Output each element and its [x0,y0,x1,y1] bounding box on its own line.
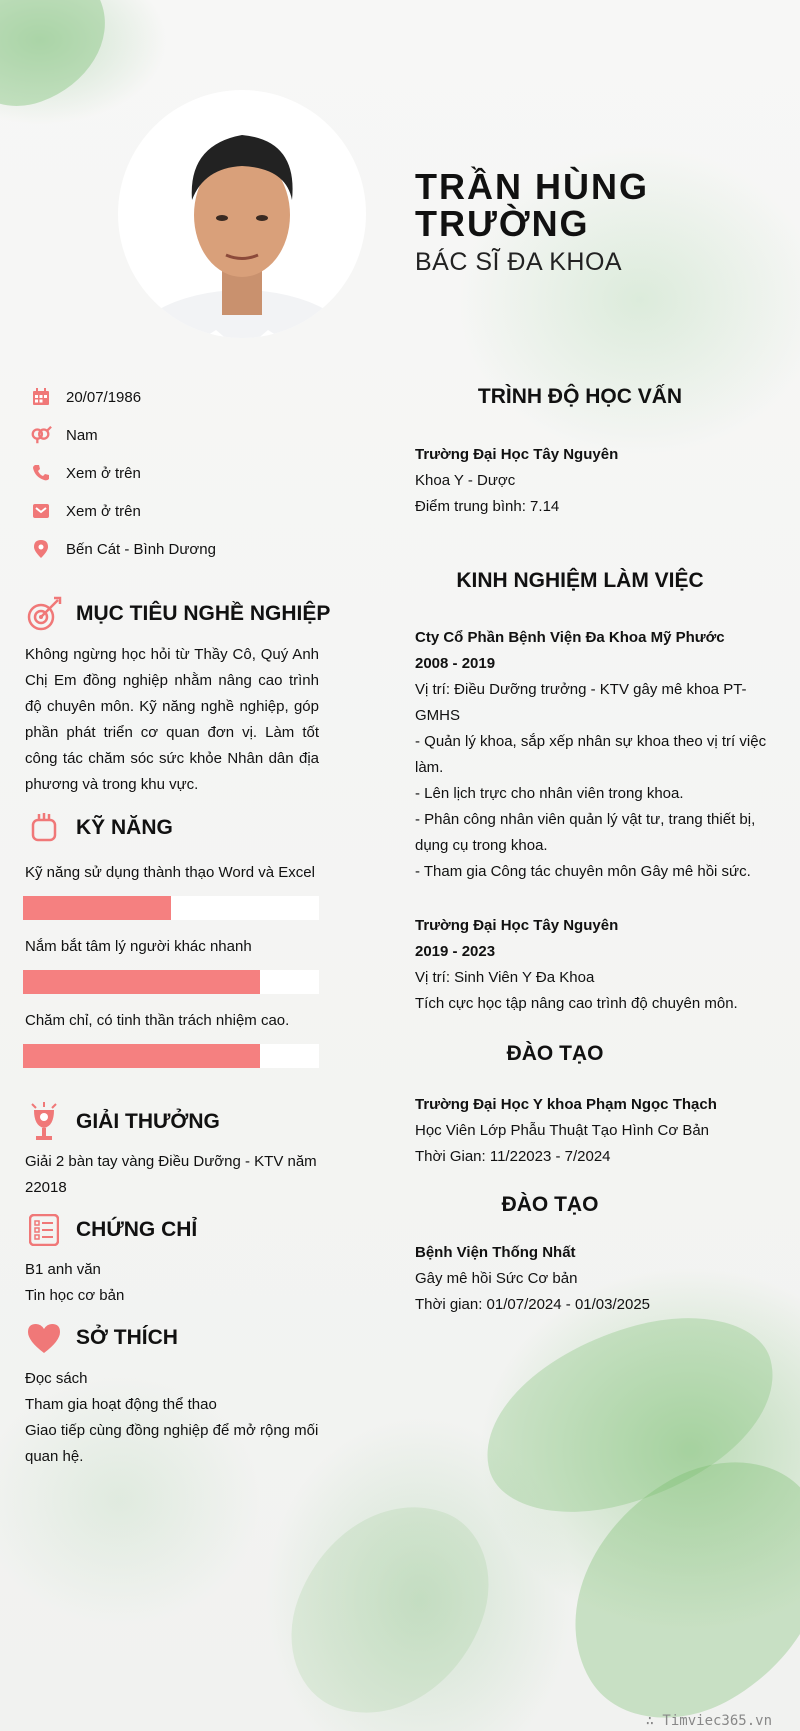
education-block [415,442,773,520]
training-block-1 [415,1092,773,1170]
education-title: TRÌNH ĐỘ HỌC VẤN [477,385,683,408]
training-line: Thời Gian: 11/22023 - 7/2024 [415,1148,611,1165]
job-line: - Tham gia Công tác chuyên môn Gây mê hồi sức. [415,863,751,880]
skill-bar [23,1044,319,1068]
training-school: Bệnh Viện Thống Nhất [415,1244,576,1261]
avatar [118,90,366,338]
certificates-title: CHỨNG CHỈ [76,1218,198,1241]
experience-title: KINH NGHIỆM LÀM VIỆC [456,569,704,592]
job-company: Cty Cổ Phần Bệnh Viện Đa Khoa Mỹ Phước [415,629,725,646]
decorative-leaf [268,1476,512,1731]
gender-icon [30,424,52,446]
certificates-text [25,1257,319,1309]
skill-bar-fill [23,970,260,994]
hobbies-title: SỞ THÍCH [76,1326,178,1349]
birthdate-text: 20/07/1986 [66,388,142,406]
award-line: 22018 [25,1179,67,1196]
gender-text: Nam [66,426,98,444]
fist-icon [24,808,64,848]
hobby-line: Tham gia hoạt động thể thao [25,1396,217,1413]
hobby-line: Đọc sách [25,1370,88,1387]
watermark: ∴ Timviec365.vn [645,1713,772,1729]
objective-heading [24,594,330,634]
experience-job-1 [415,625,773,885]
skills-heading [24,808,173,848]
heart-icon [24,1318,64,1358]
awards-text [25,1149,319,1201]
training-school: Trường Đại Học Y khoa Phạm Ngọc Thạch [415,1096,717,1113]
hobby-line: quan hệ. [25,1448,84,1465]
certificate-line: Tin học cơ bản [25,1287,125,1304]
education-school: Trường Đại Học Tây Nguyên [415,446,619,463]
job-line: làm. [415,759,444,776]
decorative-leaf [0,0,126,122]
training-line: Gây mê hồi Sức Cơ bản [415,1270,578,1287]
certificates-heading [24,1210,197,1250]
candidate-role: BÁC SĨ ĐA KHOA [415,248,623,276]
experience-job-2 [415,913,773,1017]
email-icon [30,500,52,522]
info-email [30,498,141,524]
info-address [30,536,216,562]
phone-text: Xem ở trên [66,464,141,482]
education-line: Điểm trung bình: 7.14 [415,498,560,515]
award-line: Giải 2 bàn tay vàng Điều Dưỡng - KTV năm [25,1153,317,1170]
calendar-icon [30,386,52,408]
skill-label: Chăm chỉ, có tinh thần trách nhiệm cao. [25,1012,290,1029]
job-line: Tích cực học tập nâng cao trình độ chuyên môn. [415,995,738,1012]
checklist-icon [24,1210,64,1250]
target-icon [24,594,64,634]
job-period: 2019 - 2023 [415,943,496,960]
address-text: Bến Cát - Bình Dương [66,540,216,558]
skill-label: Kỹ năng sử dụng thành thạo Word và Excel [25,864,315,881]
skill-bar-fill [23,1044,260,1068]
job-line: - Lên lịch trực cho nhân viên trong khoa. [415,785,684,802]
info-phone [30,460,141,486]
location-icon [30,538,52,560]
skill-bar-fill [23,896,171,920]
email-text: Xem ở trên [66,502,141,520]
training-line: Học Viên Lớp Phẫu Thuật Tạo Hình Cơ Bản [415,1122,710,1139]
skills-title: KỸ NĂNG [76,816,173,839]
job-line: Vị trí: Điều Dưỡng trưởng - KTV gây mê khoa PT- [415,681,747,698]
phone-icon [30,462,52,484]
skill-bar [23,896,319,920]
hobbies-text [25,1366,319,1470]
job-line: GMHS [415,707,460,724]
training-block-2 [415,1240,773,1318]
education-line: Khoa Y - Dược [415,472,516,489]
info-birthdate [30,384,141,410]
candidate-name: TRẦN HÙNG TRƯỜNG [415,166,649,244]
objective-text: Không ngừng học hỏi từ Thầy Cô, Quý Anh Chị Em đồng nghiệp nhằm nâng cao trình độ chuyên môn. Kỹ năng nghề nghiệp, góp phần phát triển cơ quan đơn vị. Làm tốt công tác chăm sóc sức khỏe Nhân dân địa phương và trong khu vực. [25,646,319,793]
job-company: Trường Đại Học Tây Nguyên [415,917,619,934]
job-line: - Quản lý khoa, sắp xếp nhân sự khoa theo vị trí việc [415,733,767,750]
skill-bar [23,970,319,994]
job-line: dụng cụ trong khoa. [415,837,548,854]
job-period: 2008 - 2019 [415,655,496,672]
job-line: - Phân công nhân viên quản lý vật tư, trang thiết bị, [415,811,756,828]
awards-title: GIẢI THƯỞNG [76,1110,220,1133]
hobby-line: Giao tiếp cùng đồng nghiệp để mở rộng mối [25,1422,319,1439]
trophy-icon [24,1102,64,1142]
training-title: ĐÀO TẠO [506,1042,604,1065]
info-gender [30,422,98,448]
objective-title: MỤC TIÊU NGHỀ NGHIỆP [76,602,331,625]
job-line: Vị trí: Sinh Viên Y Đa Khoa [415,969,595,986]
hobbies-heading [24,1318,178,1358]
certificate-line: B1 anh văn [25,1261,101,1278]
training-line: Thời gian: 01/07/2024 - 01/03/2025 [415,1296,651,1313]
training-title: ĐÀO TẠO [501,1193,599,1216]
awards-heading [24,1102,220,1142]
skill-label: Nắm bắt tâm lý người khác nhanh [25,938,252,955]
